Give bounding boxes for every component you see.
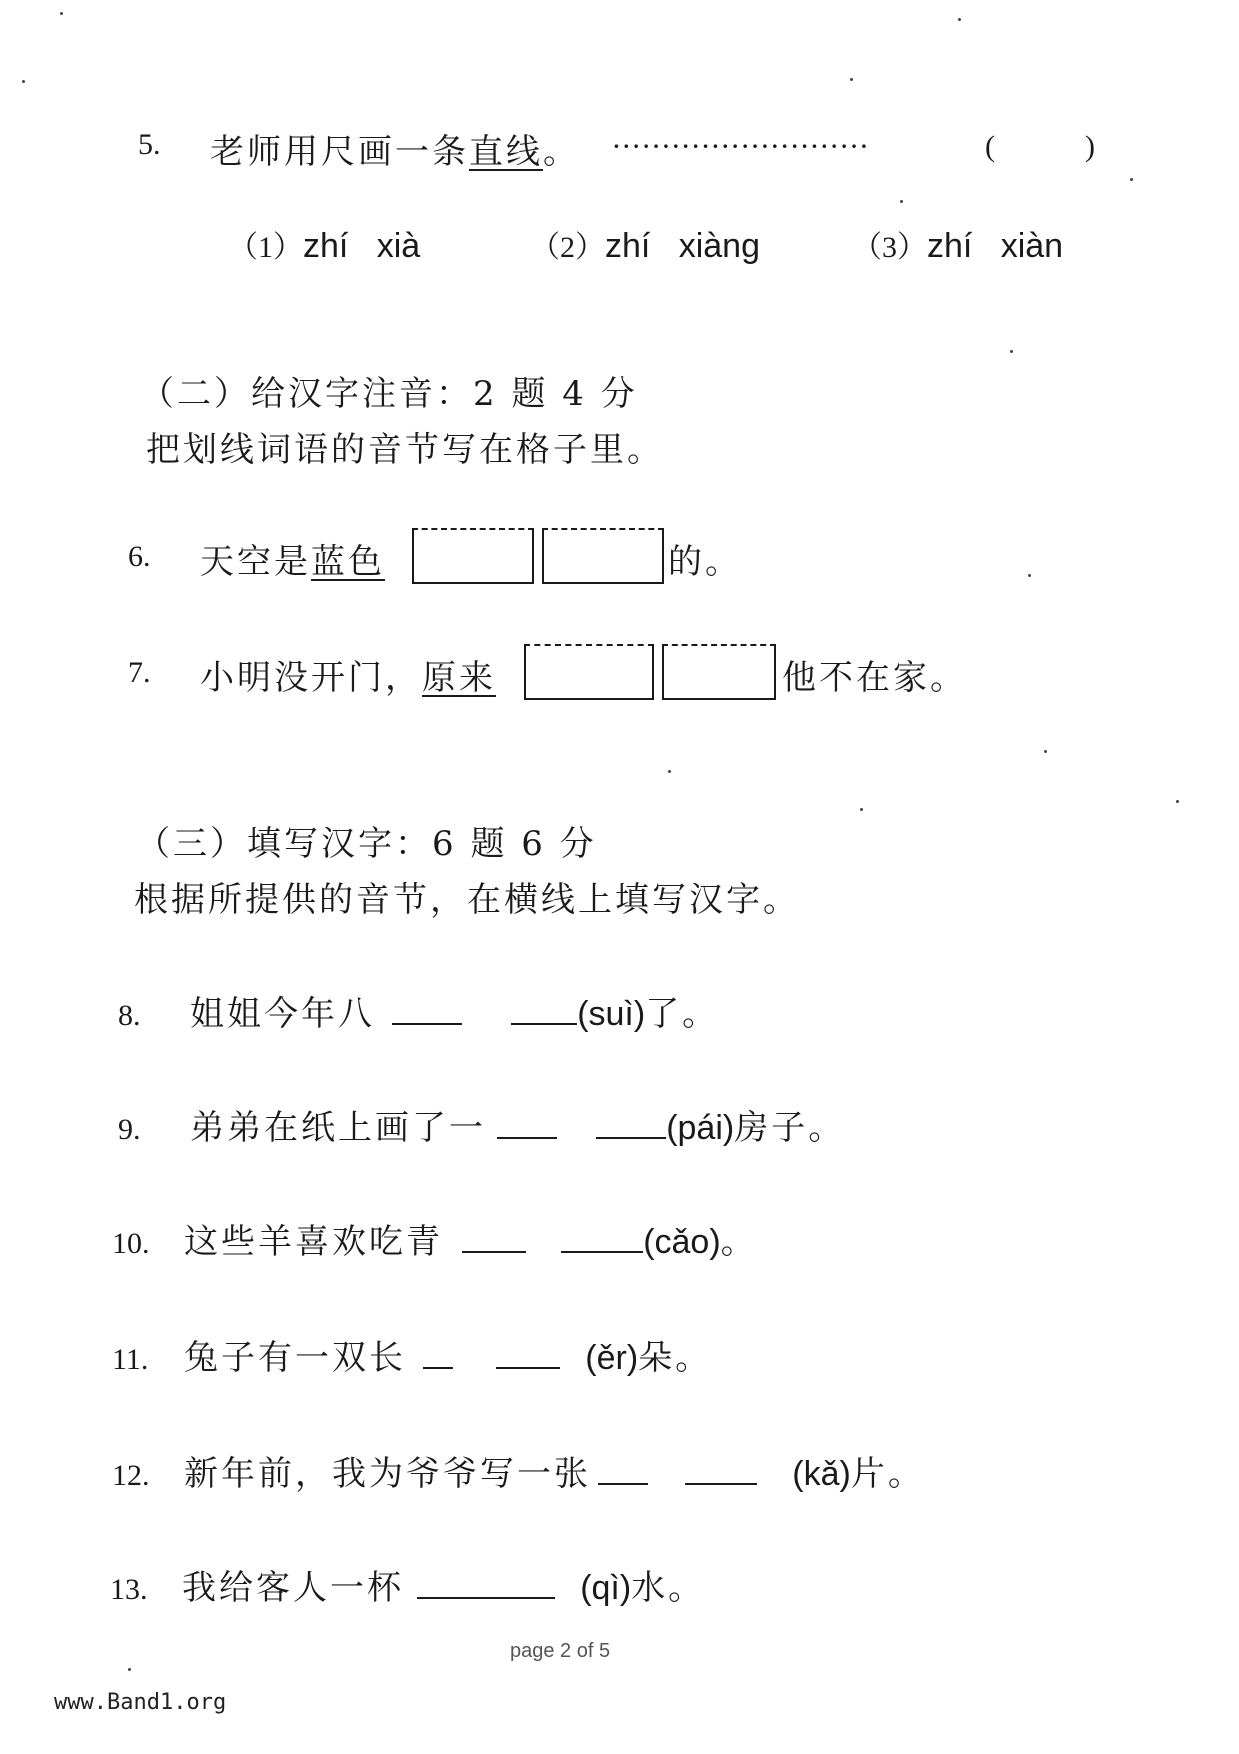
answer-blank-2[interactable] — [596, 1109, 666, 1139]
pinyin-hint: (qì) — [580, 1569, 632, 1607]
q5-text-after: 。 — [543, 132, 580, 172]
question-text-after: 水。 — [631, 1568, 706, 1608]
question-text-after: 房子。 — [734, 1108, 846, 1148]
scan-speck — [850, 78, 853, 81]
scan-speck — [1130, 178, 1133, 181]
scan-speck — [128, 1668, 131, 1671]
q5-sentence — [210, 124, 580, 173]
scan-speck — [900, 200, 903, 203]
question-number: 10. — [112, 1227, 150, 1260]
q5-answer-blank[interactable] — [1000, 130, 1080, 164]
q5-option-1[interactable] — [228, 222, 420, 266]
q5-option-pinyin: zhí xià — [303, 227, 421, 265]
scan-speck — [1176, 800, 1179, 803]
question-text-after: 片。 — [850, 1454, 925, 1494]
question-text-after: 。 — [720, 1222, 758, 1262]
answer-blank-2[interactable] — [685, 1455, 757, 1485]
section3-title: （三）填写汉字：6 题 6 分 — [136, 824, 597, 864]
section2-title: （二）给汉字注音：2 题 4 分 — [140, 374, 638, 414]
q6-pinyin-box-1[interactable] — [412, 528, 534, 584]
question-text-before: 新年前，我为爷爷写一张 — [184, 1454, 591, 1494]
q5-option-pinyin: zhí xiàn — [927, 227, 1064, 265]
q5-answer-open: ( — [985, 130, 995, 163]
question-text-after: 朵。 — [638, 1338, 713, 1378]
pinyin-hint: (cǎo) — [643, 1223, 721, 1261]
scan-speck — [668, 770, 671, 773]
question-number: 13. — [110, 1573, 148, 1606]
q7-pinyin-box-1[interactable] — [524, 644, 654, 700]
fill-question-12 — [112, 1446, 925, 1495]
answer-blank-1[interactable] — [423, 1339, 453, 1369]
pinyin-hint: (ěr) — [585, 1339, 639, 1377]
pinyin-hint: (suì) — [577, 995, 646, 1033]
q6-underlined-word: 蓝色 — [311, 542, 385, 582]
q6-after: 的。 — [668, 542, 742, 582]
q6-number: 6. — [128, 540, 151, 573]
q6-before — [200, 534, 385, 583]
answer-blank-1[interactable] — [497, 1109, 557, 1139]
scan-speck — [958, 18, 961, 21]
fill-question-9 — [118, 1100, 845, 1149]
section2-instruction: 把划线词语的音节写在格子里。 — [146, 430, 664, 470]
question-number: 12. — [112, 1459, 150, 1492]
q5-option-3[interactable] — [852, 222, 1063, 266]
q5-option-pinyin: zhí xiàng — [605, 227, 760, 265]
fill-question-8 — [118, 986, 719, 1035]
q5-option-label: （2） — [530, 231, 605, 264]
q5-leader-dots: ·························· — [612, 130, 870, 163]
fill-question-13 — [110, 1560, 705, 1609]
q5-text-before: 老师用尺画一条 — [210, 132, 469, 172]
q7-before — [200, 650, 496, 699]
q5-number: 5. — [138, 128, 161, 161]
page-number: page 2 of 5 — [510, 1640, 611, 1662]
question-text-before: 弟弟在纸上画了一 — [190, 1108, 486, 1148]
q5-underlined-word: 直线 — [469, 132, 543, 172]
question-text-before: 我给客人一杯 — [182, 1568, 404, 1608]
question-number: 8. — [118, 999, 141, 1032]
fill-question-11 — [112, 1330, 712, 1379]
question-text-before: 这些羊喜欢吃青 — [184, 1222, 443, 1262]
q6-text-before: 天空是 — [200, 542, 311, 582]
scan-speck — [1010, 350, 1013, 353]
question-text-before: 兔子有一双长 — [184, 1338, 406, 1378]
q6-pinyin-box-2[interactable] — [542, 528, 664, 584]
q7-underlined-word: 原来 — [422, 658, 496, 698]
scan-speck — [1028, 574, 1031, 577]
fill-question-10 — [112, 1214, 758, 1263]
q5-option-label: （3） — [852, 231, 927, 264]
scan-speck — [1044, 750, 1047, 753]
answer-blank-2[interactable] — [496, 1339, 560, 1369]
question-text-before: 姐姐今年八 — [190, 994, 375, 1034]
scan-speck — [60, 12, 63, 15]
scan-speck — [22, 80, 25, 83]
answer-blank-1[interactable] — [462, 1223, 526, 1253]
answer-blank-1[interactable] — [598, 1455, 648, 1485]
pinyin-hint: (pái) — [666, 1109, 735, 1147]
pinyin-hint: (kǎ) — [792, 1455, 851, 1493]
scan-speck — [860, 808, 863, 811]
answer-blank-2[interactable] — [511, 995, 577, 1025]
q7-number: 7. — [128, 656, 151, 689]
site-url[interactable]: www.Band1.org — [54, 1690, 227, 1715]
q7-text-before: 小明没开门， — [200, 658, 422, 698]
q5-option-2[interactable] — [530, 222, 760, 266]
q7-pinyin-box-2[interactable] — [662, 644, 776, 700]
answer-blank-1[interactable] — [392, 995, 462, 1025]
question-number: 11. — [112, 1343, 149, 1376]
answer-blank-2[interactable] — [561, 1223, 643, 1253]
section3-instruction: 根据所提供的音节，在横线上填写汉字。 — [134, 880, 800, 920]
answer-blank-1[interactable] — [417, 1569, 555, 1599]
q5-answer-close: ) — [1085, 130, 1095, 163]
q5-option-label: （1） — [228, 231, 303, 264]
question-text-after: 了。 — [645, 994, 720, 1034]
question-number: 9. — [118, 1113, 141, 1146]
q7-after: 他不在家。 — [782, 658, 967, 698]
